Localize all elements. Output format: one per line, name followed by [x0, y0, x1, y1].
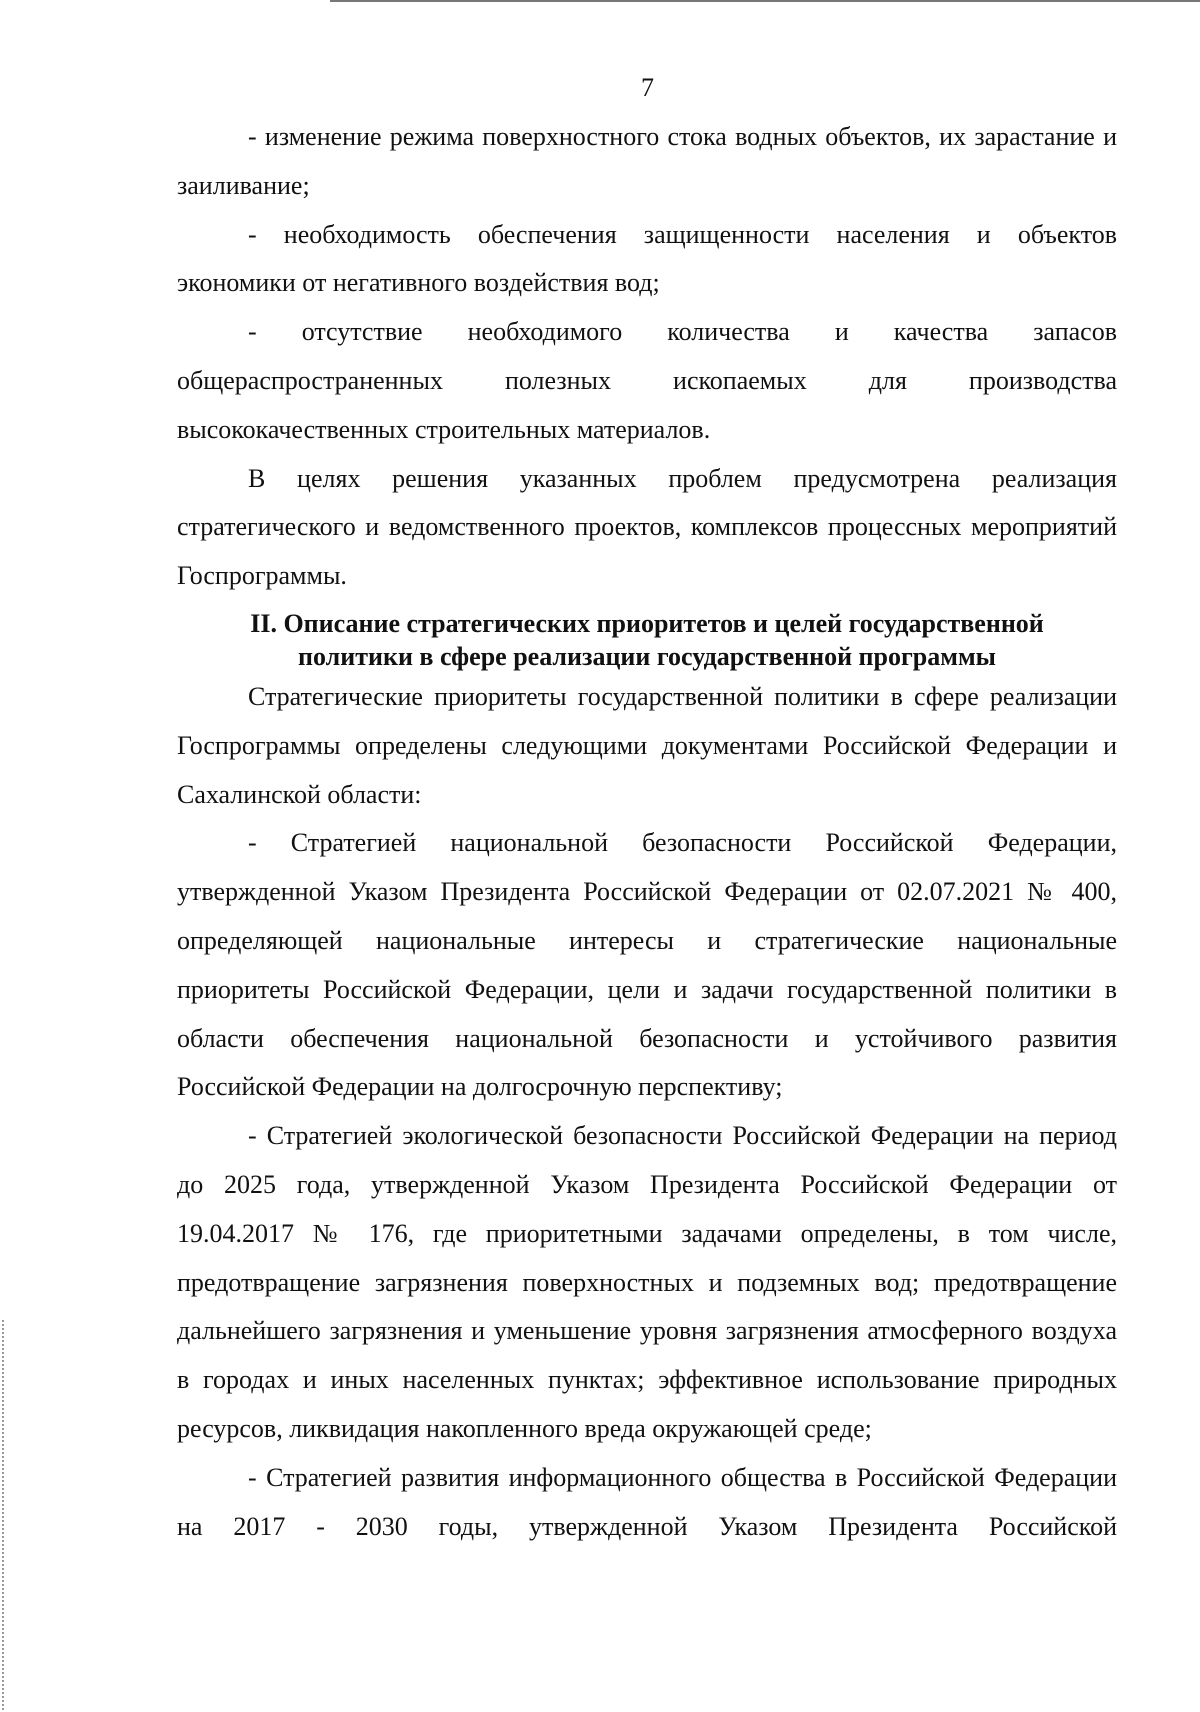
paragraph: Стратегические приоритеты государственной политики в сфере реализации Госпрограммы определены следующими документами Российской Федерации и Сахалинской области:: [177, 681, 1117, 809]
paragraph: В целях решения указанных проблем предусмотрена реализация стратегического и ведомственного проектов, комплексов процессных мероприятий Госпрограммы.: [177, 463, 1117, 591]
paragraph: - отсутствие необходимого количества и качества запасов общераспространенных полезных ископаемых для производства высококачественных строительных материалов.: [177, 317, 1117, 444]
paragraph: - Стратегией развития информационного общества в Российской Федерации на 2017 - 2030 годы, утвержденной Указом Президента Российской: [177, 1462, 1117, 1541]
page-number: 7: [641, 73, 654, 102]
section-heading-line: II. Описание стратегических приоритетов и целей государственной: [250, 608, 1044, 638]
document-body: [177, 113, 1117, 1551]
paragraph: - Стратегией национальной безопасности Российской Федерации, утвержденной Указом Президента Российской Федерации от 02.07.2021 № 400, определяющей национальные интересы и стратегические национальные приоритеты Российской Федерации, цели и задачи государственной политики в области обеспечения национальной безопасности и устойчивого развития Российской Федерации на долгосрочную перспективу;: [177, 828, 1117, 1102]
paragraph: - необходимость обеспечения защищенности населения и объектов экономики от негативного воздействия вод;: [177, 219, 1117, 298]
section-heading: [177, 607, 1117, 673]
paragraph: - изменение режима поверхностного стока водных объектов, их зарастание и заиливание;: [177, 122, 1117, 200]
scan-margin-marks: [2, 1320, 7, 1710]
top-rule: [330, 0, 1200, 2]
paragraph: - Стратегией экологической безопасности Российской Федерации на период до 2025 года, утвержденной Указом Президента Российской Федерации от 19.04.2017 № 176, где приоритетными задачами определены, в том числе, предотвращение загрязнения поверхностных и подземных вод; предотвращение дальнейшего загрязнения и уменьшение уровня загрязнения атмосферного воздуха в городах и иных населенных пунктах; эффективное использование природных ресурсов, ликвидация накопленного вреда окружающей среде;: [177, 1121, 1117, 1443]
section-heading-line: политики в сфере реализации государственной программы: [298, 641, 996, 671]
